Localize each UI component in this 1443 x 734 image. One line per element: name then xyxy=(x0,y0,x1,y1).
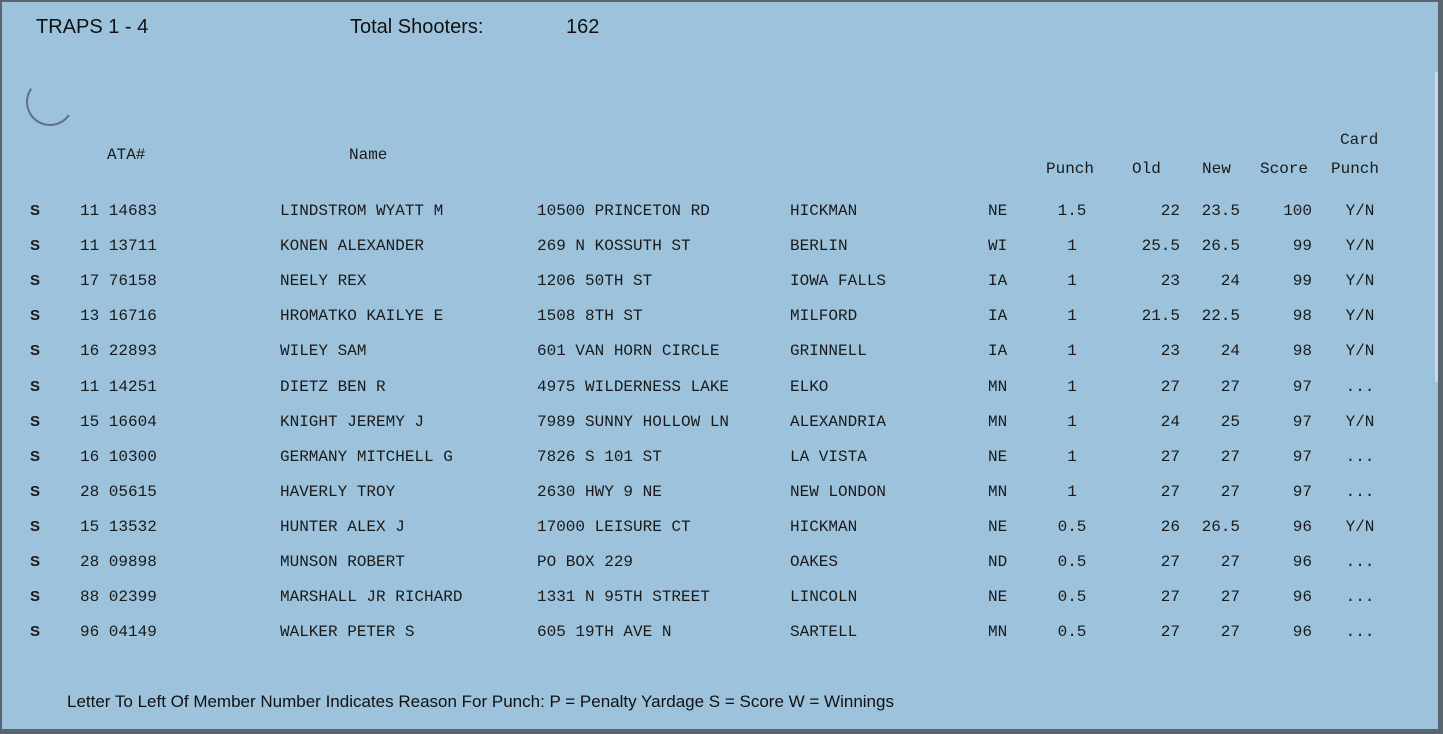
score-value: 99 xyxy=(1292,237,1312,256)
shooter-state: MN xyxy=(988,482,1008,501)
shooter-name: MUNSON ROBERT xyxy=(280,553,405,571)
shooter-name: NEELY REX xyxy=(280,272,367,291)
new-yardage: 27 xyxy=(1220,377,1240,396)
ata-number: 28 09898 xyxy=(80,553,157,571)
score-value: 97 xyxy=(1292,412,1312,431)
reason-code: S xyxy=(30,307,41,325)
new-yardage: 24 xyxy=(1220,272,1240,291)
col-header-card-punch: Punch xyxy=(1331,160,1380,178)
shooter-city: BERLIN xyxy=(790,237,848,256)
table-row xyxy=(2,342,1438,372)
card-punch: Y/N xyxy=(1345,412,1375,431)
shooter-address: 7826 S 101 ST xyxy=(537,447,662,466)
punch-value: 1 xyxy=(1067,447,1077,466)
old-yardage: 27 xyxy=(1160,553,1180,571)
col-header-name: Name xyxy=(349,146,388,164)
shooter-address: 17000 LEISURE CT xyxy=(537,517,691,536)
punch-value: 1 xyxy=(1067,377,1077,396)
shooter-name: WALKER PETER S xyxy=(280,623,415,642)
table-row xyxy=(2,553,1438,583)
reason-code: S xyxy=(30,482,41,500)
shooter-city: OAKES xyxy=(790,553,839,571)
old-yardage: 27 xyxy=(1160,588,1180,607)
card-punch: Y/N xyxy=(1345,202,1375,220)
new-yardage: 27 xyxy=(1220,623,1240,642)
col-header-score: Score xyxy=(1260,160,1309,178)
loading-spinner-icon xyxy=(22,74,78,130)
shooter-name: GERMANY MITCHELL G xyxy=(280,447,453,466)
total-shooters-label: Total Shooters: xyxy=(350,16,484,38)
new-yardage: 27 xyxy=(1220,482,1240,501)
col-header-new: New xyxy=(1202,160,1231,178)
table-row xyxy=(2,307,1438,337)
reason-code: S xyxy=(30,202,41,219)
reason-code: S xyxy=(30,342,41,360)
ata-number: 13 16716 xyxy=(80,307,157,326)
score-value: 98 xyxy=(1292,307,1312,326)
shooter-state: NE xyxy=(988,202,1008,220)
reason-code: S xyxy=(30,623,41,641)
card-punch: Y/N xyxy=(1345,237,1375,256)
score-value: 96 xyxy=(1292,517,1312,536)
old-yardage: 27 xyxy=(1160,447,1180,466)
shooter-state: MN xyxy=(988,377,1008,396)
old-yardage: 23 xyxy=(1160,342,1180,361)
card-punch: ... xyxy=(1345,377,1375,396)
shooter-state: MN xyxy=(988,412,1008,431)
card-punch: ... xyxy=(1345,588,1375,607)
reason-code: S xyxy=(30,447,41,465)
shooter-name: HUNTER ALEX J xyxy=(280,517,405,536)
shooter-address: 1331 N 95TH STREET xyxy=(537,588,710,607)
reason-code: S xyxy=(30,553,41,570)
shooter-address: PO BOX 229 xyxy=(537,553,634,571)
table-row xyxy=(2,518,1438,548)
table-row xyxy=(2,413,1438,443)
score-value: 100 xyxy=(1283,202,1312,220)
ata-number: 96 04149 xyxy=(80,623,157,642)
reason-code: S xyxy=(30,272,41,290)
report-sheet xyxy=(2,2,1438,729)
new-yardage: 26.5 xyxy=(1201,237,1240,256)
card-punch: Y/N xyxy=(1345,272,1375,291)
shooter-city: IOWA FALLS xyxy=(790,272,887,291)
shooter-city: LINCOLN xyxy=(790,588,858,607)
score-value: 99 xyxy=(1292,272,1312,291)
old-yardage: 27 xyxy=(1160,377,1180,396)
old-yardage: 21.5 xyxy=(1141,307,1180,326)
punch-value: 0.5 xyxy=(1057,553,1087,571)
punch-value: 0.5 xyxy=(1057,517,1087,536)
ata-number: 15 16604 xyxy=(80,412,157,431)
new-yardage: 27 xyxy=(1220,588,1240,607)
old-yardage: 26 xyxy=(1160,517,1180,536)
table-row xyxy=(2,448,1438,478)
score-value: 97 xyxy=(1292,377,1312,396)
table-row xyxy=(2,272,1438,302)
reason-code: S xyxy=(30,517,41,535)
table-row xyxy=(2,202,1438,232)
new-yardage: 26.5 xyxy=(1201,517,1240,536)
card-punch: ... xyxy=(1345,553,1375,571)
card-punch: Y/N xyxy=(1345,342,1375,361)
score-value: 96 xyxy=(1292,623,1312,642)
shooter-address: 1508 8TH ST xyxy=(537,307,643,326)
shooter-state: MN xyxy=(988,623,1008,642)
shooter-name: DIETZ BEN R xyxy=(280,377,386,396)
card-punch: Y/N xyxy=(1345,517,1375,536)
reason-code: S xyxy=(30,588,41,606)
old-yardage: 27 xyxy=(1160,482,1180,501)
table-row xyxy=(2,588,1438,618)
old-yardage: 23 xyxy=(1160,272,1180,291)
col-header-card: Card xyxy=(1340,131,1379,149)
shooter-state: NE xyxy=(988,517,1008,536)
card-punch: ... xyxy=(1345,447,1375,466)
table-row xyxy=(2,623,1438,653)
ata-number: 11 13711 xyxy=(80,237,157,256)
score-value: 98 xyxy=(1292,342,1312,361)
punch-value: 1 xyxy=(1067,307,1077,326)
card-punch: ... xyxy=(1345,482,1375,501)
punch-value: 1 xyxy=(1067,482,1077,501)
table-row xyxy=(2,483,1438,513)
punch-reason-legend: Letter To Left Of Member Number Indicates Reason For Punch: P = Penalty Yardage S = Score W = Winnings xyxy=(67,692,894,711)
shooter-city: HICKMAN xyxy=(790,202,858,220)
punch-value: 1.5 xyxy=(1057,202,1087,220)
col-header-old: Old xyxy=(1132,160,1161,178)
shooter-address: 605 19TH AVE N xyxy=(537,623,672,642)
new-yardage: 25 xyxy=(1220,412,1240,431)
punch-value: 1 xyxy=(1067,342,1077,361)
ata-number: 15 13532 xyxy=(80,517,157,536)
punch-value: 1 xyxy=(1067,272,1077,291)
shooter-name: WILEY SAM xyxy=(280,342,367,361)
new-yardage: 27 xyxy=(1220,553,1240,571)
col-header-punch: Punch xyxy=(1046,160,1095,178)
reason-code: S xyxy=(30,237,41,255)
ata-number: 17 76158 xyxy=(80,272,157,291)
traps-title: TRAPS 1 - 4 xyxy=(36,16,149,38)
shooter-city: SARTELL xyxy=(790,623,858,642)
shooter-address: 2630 HWY 9 NE xyxy=(537,482,662,501)
shooter-name: MARSHALL JR RICHARD xyxy=(280,588,463,607)
shooter-state: IA xyxy=(988,342,1008,361)
ata-number: 11 14683 xyxy=(80,202,157,220)
shooter-address: 1206 50TH ST xyxy=(537,272,653,291)
total-shooters-value: 162 xyxy=(566,16,600,38)
punch-value: 0.5 xyxy=(1057,623,1087,642)
ata-number: 28 05615 xyxy=(80,482,157,501)
shooter-address: 269 N KOSSUTH ST xyxy=(537,237,691,256)
shooter-address: 601 VAN HORN CIRCLE xyxy=(537,342,720,361)
shooter-city: MILFORD xyxy=(790,307,858,326)
ata-number: 16 22893 xyxy=(80,342,157,361)
shooter-name: HROMATKO KAILYE E xyxy=(280,307,444,326)
shooter-state: IA xyxy=(988,307,1008,326)
score-value: 96 xyxy=(1292,553,1312,571)
reason-code: S xyxy=(30,412,41,430)
shooter-name: KNIGHT JEREMY J xyxy=(280,412,425,431)
old-yardage: 22 xyxy=(1160,202,1180,220)
shooter-state: NE xyxy=(988,588,1008,607)
shooter-address: 10500 PRINCETON RD xyxy=(537,202,710,220)
punch-value: 1 xyxy=(1067,412,1077,431)
shooter-address: 4975 WILDERNESS LAKE xyxy=(537,377,730,396)
card-punch: ... xyxy=(1345,623,1375,642)
ata-number: 88 02399 xyxy=(80,588,157,607)
shooter-city: HICKMAN xyxy=(790,517,858,536)
shooter-state: WI xyxy=(988,237,1008,256)
score-value: 97 xyxy=(1292,482,1312,501)
old-yardage: 27 xyxy=(1160,623,1180,642)
old-yardage: 24 xyxy=(1160,412,1180,431)
scrollbar[interactable] xyxy=(1435,72,1438,382)
table-row xyxy=(2,378,1438,408)
new-yardage: 23.5 xyxy=(1201,202,1240,220)
shooter-address: 7989 SUNNY HOLLOW LN xyxy=(537,412,730,431)
shooter-state: NE xyxy=(988,447,1008,466)
new-yardage: 24 xyxy=(1220,342,1240,361)
score-value: 97 xyxy=(1292,447,1312,466)
shooter-city: ELKO xyxy=(790,377,829,396)
new-yardage: 22.5 xyxy=(1201,307,1240,326)
col-header-ata: ATA# xyxy=(107,146,146,164)
reason-code: S xyxy=(30,377,41,395)
shooter-city: LA VISTA xyxy=(790,447,867,466)
shooter-city: ALEXANDRIA xyxy=(790,412,887,431)
new-yardage: 27 xyxy=(1220,447,1240,466)
card-punch: Y/N xyxy=(1345,307,1375,326)
shooter-city: NEW LONDON xyxy=(790,482,887,501)
shooter-name: KONEN ALEXANDER xyxy=(280,237,425,256)
ata-number: 11 14251 xyxy=(80,377,157,396)
table-row xyxy=(2,237,1438,267)
shooter-state: IA xyxy=(988,272,1008,291)
score-value: 96 xyxy=(1292,588,1312,607)
punch-value: 0.5 xyxy=(1057,588,1087,607)
ata-number: 16 10300 xyxy=(80,447,157,466)
shooter-state: ND xyxy=(988,553,1008,571)
punch-value: 1 xyxy=(1067,237,1077,256)
shooter-name: HAVERLY TROY xyxy=(280,482,396,501)
shooter-city: GRINNELL xyxy=(790,342,867,361)
shooter-name: LINDSTROM WYATT M xyxy=(280,202,444,220)
old-yardage: 25.5 xyxy=(1141,237,1180,256)
